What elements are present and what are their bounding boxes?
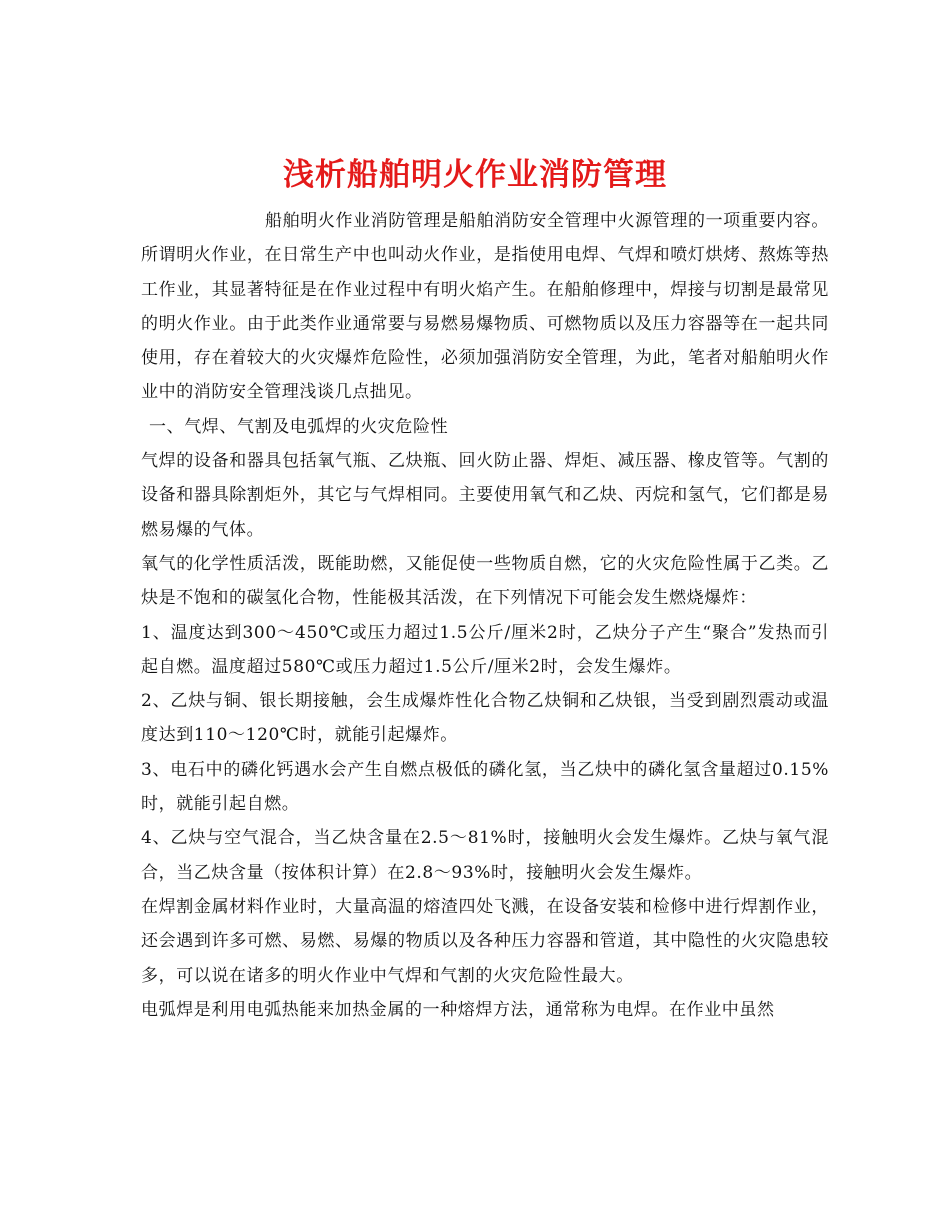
list-item: 2、乙炔与铜、银长期接触，会生成爆炸性化合物乙炔铜和乙炔银，当受到剧烈震动或温度达到110～120℃时，就能引起爆炸。 — [141, 691, 829, 746]
list-item: 4、乙炔与空气混合，当乙炔含量在2.5～81%时，接触明火会发生爆炸。乙炔与氧气混合，当乙炔含量（按体积计算）在2.8～93%时，接触明火会发生爆炸。 — [141, 828, 829, 883]
document-title: 浅析船舶明火作业消防管理 — [283, 156, 667, 193]
intro-paragraph: 船舶明火作业消防管理是船舶消防安全管理中火源管理的一项重要内容。所谓明火作业，在日常生产中也叫动火作业，是指使用电焊、气焊和喷灯烘烤、熬炼等热工作业，其显著特征是在作业过程中有明火焰产生。在船舶修理中，焊接与切割是最常见的明火作业。由于此类作业通常要与易燃易爆物质、可燃物质以及压力容器等在一起共同使用，存在着较大的火灾爆炸危险性，必须加强消防安全管理，为此，笔者对船舶明火作业中的消防安全管理浅谈几点拙见。 — [141, 211, 829, 403]
document-body — [141, 204, 829, 1027]
list-item: 3、电石中的磷化钙遇水会产生自燃点极低的磷化氢，当乙炔中的磷化氢含量超过0.15%时，就能引起自燃。 — [141, 759, 829, 815]
body-paragraph: 气焊的设备和器具包括氧气瓶、乙炔瓶、回火防止器、焊炬、减压器、橡皮管等。气割的设备和器具除割炬外，其它与气焊相同。主要使用氧气和乙炔、丙烷和氢气，它们都是易燃易爆的气体。 — [141, 451, 829, 540]
section-heading: 一、气焊、气割及电弧焊的火灾危险性 — [149, 416, 449, 437]
body-paragraph: 在焊割金属材料作业时，大量高温的熔渣四处飞溅，在设备安装和检修中进行焊割作业，还会遇到许多可燃、易燃、易爆的物质以及各种压力容器和管道，其中隐性的火灾隐患较多，可以说在诸多的明火作业中气焊和气割的火灾危险性最大。 — [141, 896, 829, 986]
body-paragraph: 电弧焊是利用电弧热能来加热金属的一种熔焊方法，通常称为电焊。在作业中虽然 — [141, 999, 775, 1020]
list-item: 1、温度达到300～450℃或压力超过1.5公斤/厘米2时，乙炔分子产生“聚合”发热而引起自燃。温度超过580℃或压力超过1.5公斤/厘米2时，会发生爆炸。 — [141, 622, 829, 677]
body-paragraph: 氧气的化学性质活泼，既能助燃，又能促使一些物质自燃，它的火灾危险性属于乙类。乙炔是不饱和的碳氢化合物，性能极其活泼，在下列情况下可能会发生燃烧爆炸： — [141, 553, 829, 609]
